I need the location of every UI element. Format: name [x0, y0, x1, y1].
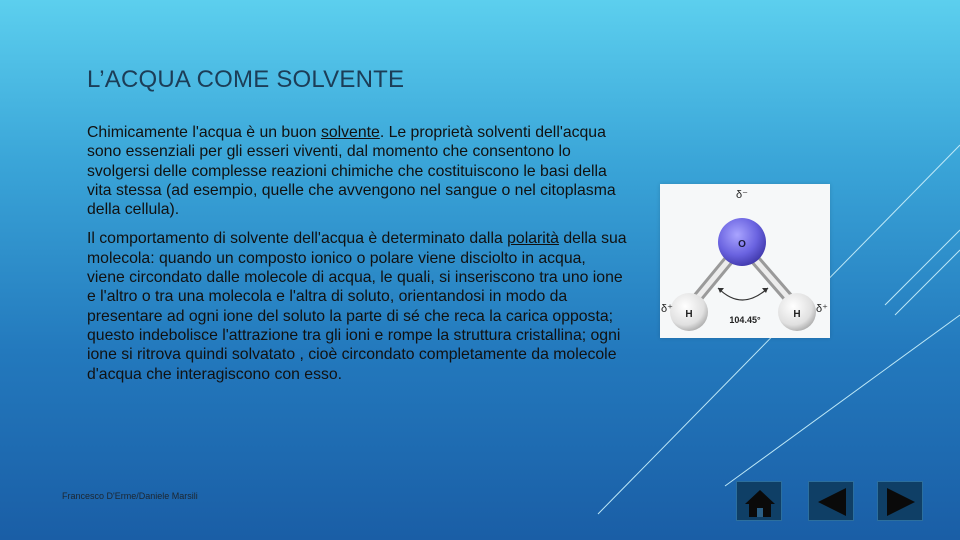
footer-authors: Francesco D'Erme/Daniele Marsili [62, 491, 198, 501]
delta-minus-label: δ⁻ [736, 189, 748, 201]
angle-arc [718, 288, 768, 300]
slide-title: L’ACQUA COME SOLVENTE [87, 66, 405, 93]
slide-body [87, 123, 627, 394]
oxygen-label: O [738, 239, 746, 250]
water-molecule-diagram [660, 184, 830, 338]
home-button[interactable] [736, 481, 782, 521]
polarita-link[interactable]: polarità [507, 230, 559, 248]
delta-plus-label-left: δ⁺ [661, 303, 673, 315]
previous-icon [809, 482, 855, 522]
next-button[interactable] [877, 481, 923, 521]
paragraph-2-text-end: della sua molecola: quando un composto ionico o polare viene disciolto in acqua, viene circondato dalle molecole di acqua, le quali, si inseriscono tra uno ione e l'altro o tra una molecola e l'altra di soluto, orientandosi in modo da presentare ad ogni ione del soluto la parte di sé che reca la carica opposta; questo indebolisce l'attrazione tra gli ioni e rompe la struttura cristallina; ogni ione si ritrova quindi solvatato , cioè circondato completamente da molecole d'acqua che interagiscono con esso. [87, 230, 627, 383]
hydrogen-label-right: H [793, 309, 801, 320]
paragraph-1-text-start: Chimicamente l'acqua è un buon [87, 124, 321, 141]
paragraph-2-text-start: Il comportamento di solvente dell'acqua è determinato dalla [87, 230, 508, 248]
paragraph-1-text-end: . Le proprietà solventi dell'acqua sono essenziali per gli esseri viventi, dal momento che consentono lo svolgersi delle complesse reazioni chimiche che costituiscono le basi della vita stessa (ad esempio, quelle che avvengono nel sangue o nel citoplasma della cellula). [87, 124, 616, 219]
delta-plus-label-right: δ⁺ [816, 303, 828, 315]
paragraph-2 [87, 229, 627, 383]
paragraph-1 [87, 123, 627, 219]
angle-label: 104.45° [729, 315, 761, 325]
solvente-link[interactable]: solvente [320, 124, 380, 141]
hydrogen-label-left: H [685, 309, 693, 320]
previous-button[interactable] [808, 481, 854, 521]
next-icon [878, 482, 924, 522]
home-icon [737, 482, 783, 522]
water-molecule-image [660, 184, 830, 338]
